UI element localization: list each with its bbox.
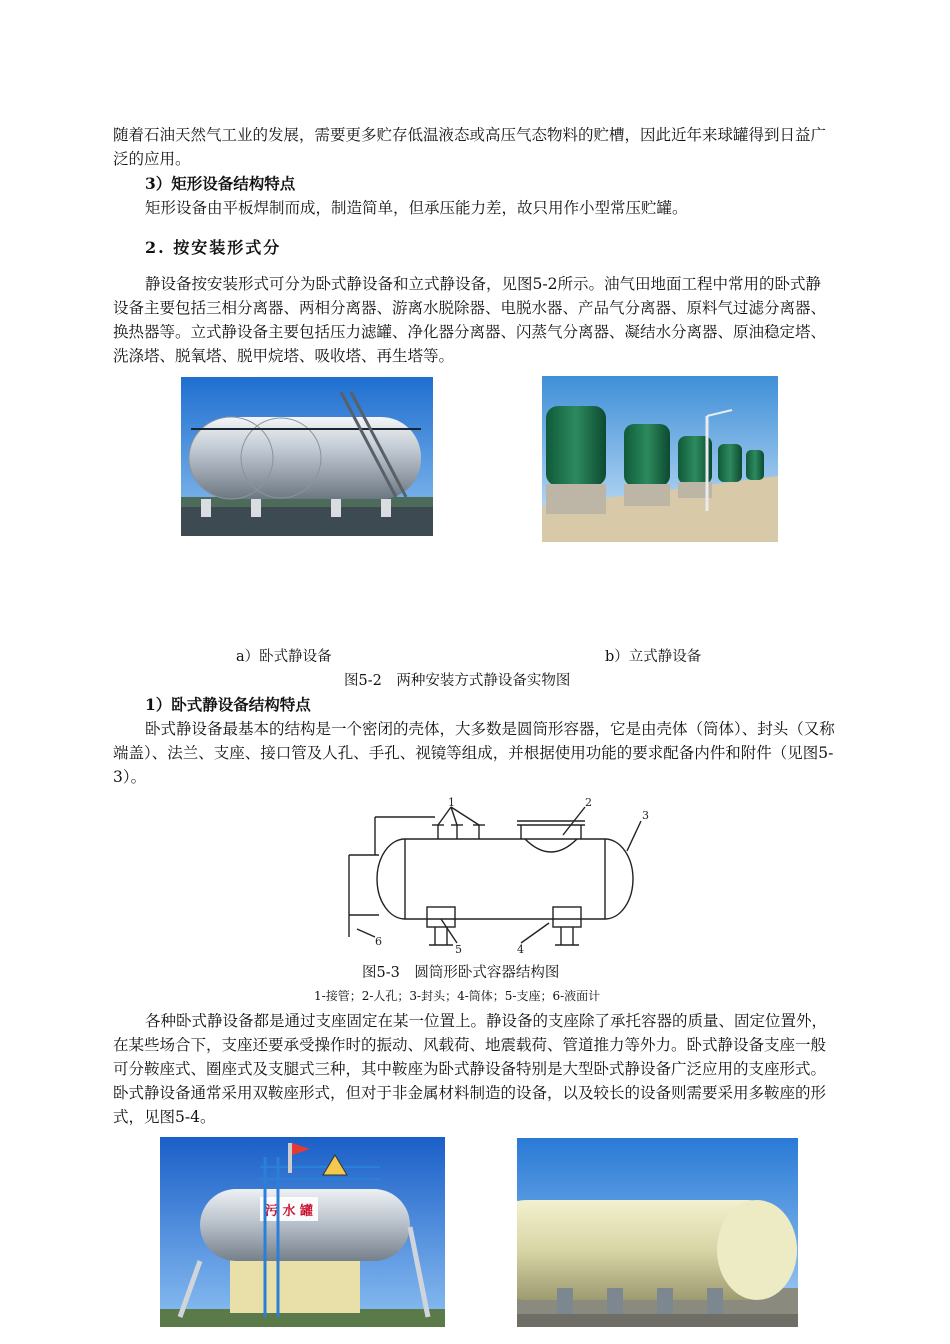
- figure-5-3-caption: 图5-3 圆筒形卧式容器结构图: [362, 965, 560, 981]
- support-paragraph: 各种卧式静设备都是通过支座固定在某一位置上。静设备的支座除了承托容器的质量、固定位置外，在某些场合下，支座还要承受操作时的振动、风载荷、地震载荷、管道推力等外力。卧式静设备支座一般可分鞍座式、圈座式及支腿式三种，其中鞍座为卧式静设备特别是大型卧式静设备广泛应用的支座形式。卧式静设备通常采用双鞍座形式，但对于非金属材料制造的设备，以及较长的设备则需要采用多鞍座的形式，见图5-4。: [113, 1012, 828, 1126]
- section-3-body: 矩形设备由平板焊制而成，制造简单，但承压能力差，故只用作小型常压贮罐。: [145, 199, 688, 217]
- figure-5-3-legend: 1-接管；2-人孔；3-封头；4-筒体；5-支座；6-液面计: [314, 989, 601, 1003]
- intro-tail-paragraph: 随着石油天然气工业的发展，需要更多贮存低温液态或高压气态物料的贮槽，因此近年来球罐得到日益广泛的应用。: [113, 126, 827, 168]
- sewage-tank-photo: [160, 1137, 445, 1327]
- diagram-label-2: 2: [585, 796, 592, 809]
- horizontal-vessel-photo: [181, 377, 433, 536]
- diagram-label-3: 3: [642, 809, 649, 822]
- install-form-paragraph: 静设备按安装形式可分为卧式静设备和立式静设备，见图5-2所示。油气田地面工程中常用的卧式静设备主要包括三相分离器、两相分离器、游离水脱除器、电脱水器、产品气分离器、原料气过滤分离器、换热器等。立式静设备主要包括压力滤罐、净化器分离器、闪蒸气分离器、凝结水分离器、原油稳定塔、洗涤塔、脱氧塔、脱甲烷塔、吸收塔、再生塔等。: [113, 275, 827, 365]
- horizontal-structure-body: 卧式静设备最基本的结构是一个密闭的壳体，大多数是圆筒形容器，它是由壳体（筒体）、封头（又称端盖）、法兰、支座、接口管及人孔、手孔、视镜等组成，并根据使用功能的要求配备内件和附件（见图5-3）。: [113, 720, 835, 786]
- figure-5-2-sub-b: b）立式静设备: [605, 649, 702, 665]
- vertical-vessel-photo: [542, 376, 778, 542]
- tank-sign-text: 污 水 罐: [264, 1204, 314, 1219]
- diagram-label-5: 5: [455, 943, 462, 956]
- section-3-heading: 3）矩形设备结构特点: [145, 174, 296, 193]
- cylindrical-vessel-diagram: [335, 795, 669, 958]
- figure-5-2-caption: 图5-2 两种安装方式静设备实物图: [344, 673, 571, 689]
- diagram-label-6: 6: [375, 935, 382, 948]
- frp-tank-photo: [517, 1138, 798, 1327]
- figure-5-2-sub-a: a）卧式静设备: [236, 649, 332, 665]
- diagram-label-4: 4: [517, 943, 524, 956]
- diagram-label-1: 1: [448, 796, 455, 809]
- horizontal-structure-heading: 1）卧式静设备结构特点: [145, 695, 311, 714]
- section-2-heading: 2. 按安装形式分: [145, 238, 282, 257]
